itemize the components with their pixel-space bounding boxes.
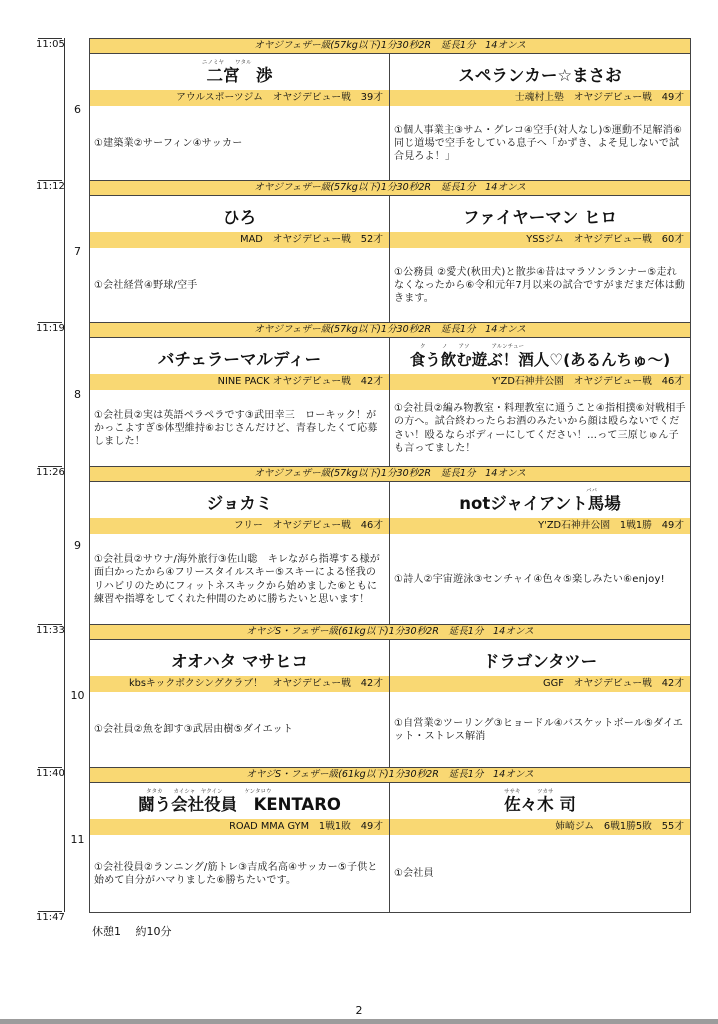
fighter-profile: ①詩人②宇宙遊泳③センチャイ④色々⑤楽しみたい⑥enjoy! [394,573,665,585]
fighter-name: ひろ [223,208,256,227]
time-tick [38,767,62,768]
fighter-left [90,482,390,624]
fighter-info: NINE PACK オヤジデビュー戦 42才 [90,374,389,390]
name-ruby: タタカ カイシャ ヤクイン ケンタロウ [146,789,272,795]
fighter-info: Y'ZD石神井公園 1戦1勝 49才 [390,518,690,534]
fighter-name-area [390,338,690,374]
fighter-right [390,196,690,322]
fighter-right [390,640,690,767]
time-label: 11:26 [36,467,65,478]
fighter-profile: ①会社員②魚を卸す③武居由樹⑤ダイエット [94,724,294,736]
fighter-info: 姉崎ジム 6戦1勝5敗 55才 [390,819,690,835]
time-tick [38,624,62,625]
fighter-right [390,54,690,180]
match-block [89,767,691,912]
weight-class-header: オヤジフェザー級(57kg以下)1分30秒2R 延長1分 14オンス [89,180,691,196]
fighter-name-area [390,783,690,819]
name-ruby: ニノミヤ ワタル [202,60,252,66]
fighter-name-area [390,482,690,518]
fighter-profile: ①会社役員②ランニング/筋トレ③吉成名高④サッカー⑤子供と始めて自分がハマりました⑥勝ちたいです。 [94,861,378,886]
fighter-info: ROAD MMA GYM 1戦1敗 49才 [90,819,389,835]
fighter-name-area [390,640,690,676]
match-number: 9 [64,466,90,624]
match-body [89,783,691,913]
fighter-name: 闘う会社役員 KENTARO [138,795,341,814]
time-tick [38,911,62,912]
fighter-right [390,783,690,912]
fighter-name: ジョカミ [206,494,273,513]
fighter-info: Y'ZD石神井公園 オヤジデビュー戦 46才 [390,374,690,390]
time-label: 11:12 [36,181,65,192]
time-label: 11:05 [36,39,65,50]
time-tick [38,38,62,39]
fighter-name: 二宮 渉 [206,66,273,85]
fighter-name: スペランカー☆まさお [458,66,622,85]
name-ruby: ババ [586,488,598,494]
fighter-name: notジャイアント馬場 [459,494,621,513]
match-body [89,640,691,768]
time-tick [38,180,62,181]
fighter-name: 食う飲む遊ぶ！酒人♡(あるんちゅ～) [409,351,671,369]
match-body [89,482,691,625]
fighter-left [90,54,390,180]
match-number: 6 [64,38,90,180]
fighter-left [90,196,390,322]
time-label: 11:40 [36,768,65,779]
fighter-left [90,640,390,767]
match-number: 7 [64,180,90,322]
fighter-info: kbsキックボクシングクラブ！ オヤジデビュー戦 42才 [90,676,389,692]
fighter-name-area [90,338,389,374]
weight-class-header: オヤジS・フェザー級(61kg以下)1分30秒2R 延長1分 14オンス [89,624,691,640]
fighter-profile: ①建築業②サーフィン④サッカー [94,137,243,149]
match-block [89,624,691,767]
match-block [89,180,691,322]
fighter-profile: ①会社員②編み物教室・料理教室に通うこと④指相撲⑥対戦相手の方へ。試合終わったらお酒のみたいから顔は殴らないでください！殴るならボディーにしてください！…って三原じゅん子も言ってました！ [394,403,686,454]
match-body [89,196,691,323]
break-note: 休憩1 約10分 [92,925,172,938]
fighter-info: YSSジム オヤジデビュー戦 60才 [390,232,690,248]
fighter-profile: ①自営業②ツーリング③ヒョードル④バスケットボール⑤ダイエット・ストレス解消 [394,717,684,742]
weight-class-header: オヤジフェザー級(57kg以下)1分30秒2R 延長1分 14オンス [89,322,691,338]
fighter-name-area [90,54,389,90]
time-tick [38,466,62,467]
match-block [89,38,691,180]
fighter-right [390,338,690,466]
fighter-name: ドラゴンタツー [482,652,598,671]
weight-class-header: オヤジフェザー級(57kg以下)1分30秒2R 延長1分 14オンス [89,466,691,482]
match-number: 10 [64,624,90,767]
weight-class-header: オヤジフェザー級(57kg以下)1分30秒2R 延長1分 14オンス [89,38,691,54]
fighter-name-area [390,54,690,90]
fighter-left [90,783,390,912]
fighter-name-area [90,640,389,676]
time-tick [38,322,62,323]
fighter-info: アウルスポーツジム オヤジデビュー戦 39才 [90,90,389,106]
match-block [89,322,691,466]
time-label: 11:19 [36,323,65,334]
match-body [89,338,691,467]
fighter-name: ファイヤーマン ヒロ [463,208,617,227]
fighter-right [390,482,690,624]
fighter-info: 士魂村上塾 オヤジデビュー戦 49才 [390,90,690,106]
time-label: 11:47 [36,912,65,923]
match-block [89,466,691,624]
name-ruby: ササキ ツカサ [504,789,554,795]
fighter-info: MAD オヤジデビュー戦 52才 [90,232,389,248]
page-number: 2 [355,1004,363,1017]
fighter-info: GGF オヤジデビュー戦 42才 [390,676,690,692]
fighter-profile: ①個人事業主③サム・グレコ④空手(対人なし)⑤運動不足解消⑥同じ道場で空手をしている息子へ「かずき、よそ見しないで試合見ろよ！」 [394,124,683,163]
match-body [89,54,691,181]
fighter-profile: ①会社員②実は英語ペラペラです③武田幸三 ローキック！がかっこよすぎ⑤体型維持⑥おじさんだけど、青春したくて応募しました！ [94,409,378,448]
fighter-name-area [90,482,389,518]
match-number: 11 [64,767,90,912]
fighter-info: フリー オヤジデビュー戦 46才 [90,518,389,534]
fighter-profile: ①会社員②サウナ/海外旅行③佐山聡 キレながら指導する様が面白かったから④フリースタイルスキー⑤スキーによる怪我のリハビリのためにフィットネスキックから始めました⑥ともに練習や指導をしてくれた仲間のために勝ちたいと思います！ [94,554,380,605]
name-ruby: ク ノ アソ アルンチュー [420,344,524,350]
time-label: 11:33 [36,625,65,636]
footer-bar [0,1019,718,1024]
fighter-profile: ①会社経営④野球/空手 [94,279,198,291]
fighter-name: バチェラーマルディー [157,350,322,369]
fighter-left [90,338,390,466]
fighter-name: 佐々木 司 [504,795,576,814]
fighter-name-area [390,196,690,232]
fighter-profile: ①会社員 [394,868,434,880]
fighter-profile: ①公務員 ②愛犬(秋田犬)と散歩④昔はマラソンランナー⑤走れなくなったから⑥令和元年7月以来の試合ですがまだまだ体は動きます。 [394,266,686,305]
match-number: 8 [64,322,90,466]
fighter-name-area [90,783,389,819]
weight-class-header: オヤジS・フェザー級(61kg以下)1分30秒2R 延長1分 14オンス [89,767,691,783]
fighter-name-area [90,196,389,232]
fighter-name: オオハタ マサヒコ [171,652,308,671]
